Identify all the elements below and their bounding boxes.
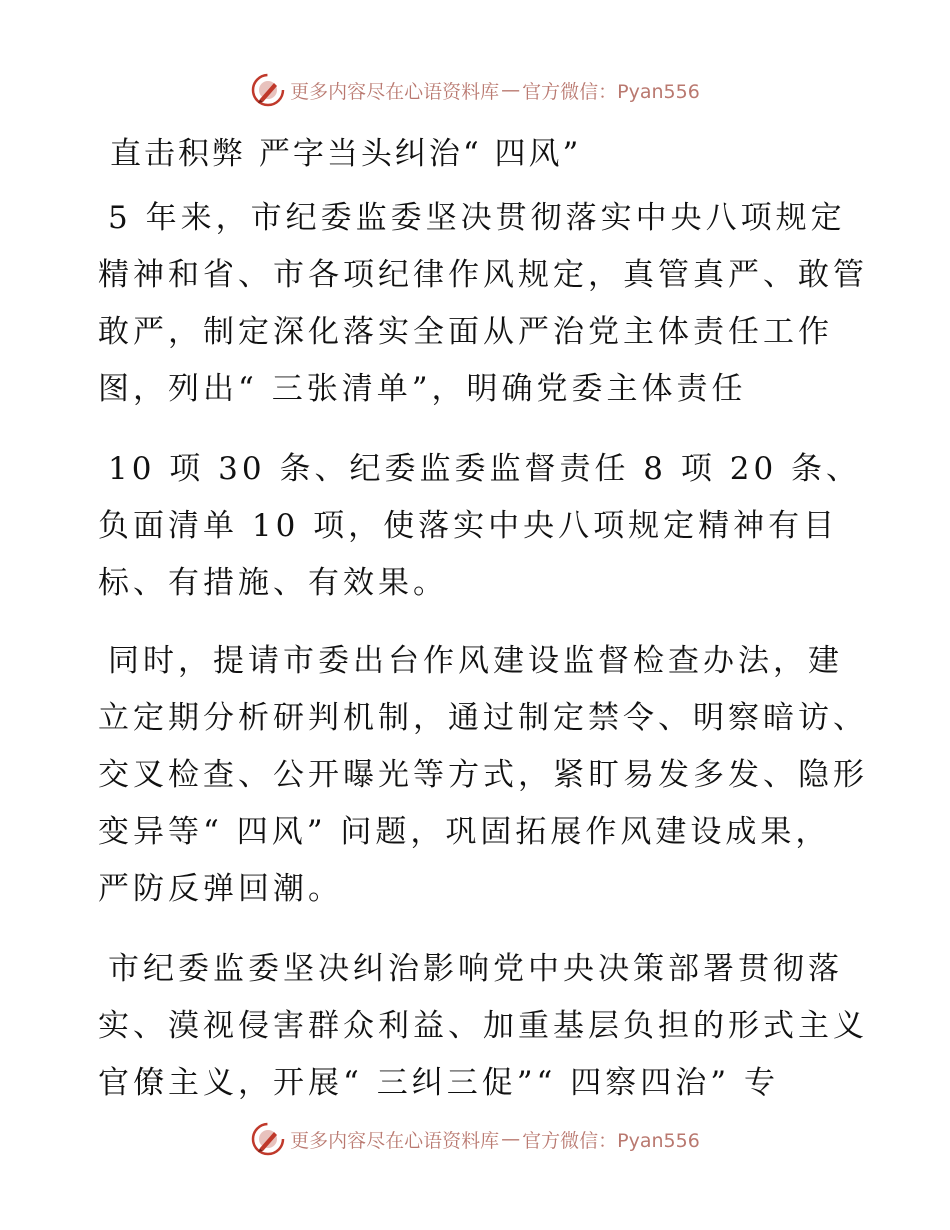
watermark-banner-top [0, 70, 950, 110]
article-heading: 直击积弊 严字当头纠治“ 四风” [110, 136, 582, 172]
pen-circle-logo-icon [250, 1121, 286, 1157]
paragraph-line: 官僚主义，开展“ 三纠三促”“ 四察四治” 专 [98, 1065, 779, 1101]
paragraph-line: 标、有措施、有效果。 [98, 565, 448, 601]
paragraph-line: 敢严，制定深化落实全面从严治党主体责任工作 [98, 314, 833, 350]
paragraph-line: 同时，提请市委出台作风建设监督检查办法，建 [108, 643, 843, 679]
paragraph-line: 图，列出“ 三张清单”，明确党委主体责任 [98, 371, 747, 407]
paragraph-1 [98, 190, 868, 418]
paragraph-line: 负面清单 10 项，使落实中央八项规定精神有目 [98, 508, 839, 544]
paragraph-2 [98, 441, 862, 612]
watermark-text: 更多内容尽在心语资料库 [290, 1129, 500, 1152]
paragraph-line: 严防反弹回潮。 [98, 871, 343, 907]
watermark-separator: — [501, 1128, 521, 1150]
paragraph-4 [98, 941, 868, 1112]
paragraph-3 [98, 633, 868, 918]
paragraph-line: 变异等“ 四风” 问题，巩固拓展作风建设成果， [98, 814, 831, 850]
watermark-wechat: 官方微信：Pyan556 [522, 80, 700, 103]
paragraph-line: 10 项 30 条、纪委监委监督责任 8 项 20 条、 [108, 451, 862, 487]
paragraph-line: 交叉检查、公开曝光等方式，紧盯易发多发、隐形 [98, 757, 868, 793]
watermark-banner-bottom [0, 1119, 950, 1159]
paragraph-line: 市纪委监委坚决纠治影响党中央决策部署贯彻落 [108, 951, 843, 987]
paragraph-line: 实、漠视侵害群众利益、加重基层负担的形式主义 [98, 1008, 868, 1044]
watermark-text: 更多内容尽在心语资料库 [290, 80, 500, 103]
paragraph-line: 立定期分析研判机制，通过制定禁令、明察暗访、 [98, 700, 868, 736]
paragraph-line: 5 年来，市纪委监委坚决贯彻落实中央八项规定 [108, 200, 846, 236]
watermark-wechat: 官方微信：Pyan556 [522, 1129, 700, 1152]
paragraph-line: 精神和省、市各项纪律作风规定，真管真严、敢管 [98, 257, 868, 293]
pen-circle-logo-icon [250, 72, 286, 108]
watermark-separator: — [501, 79, 521, 101]
